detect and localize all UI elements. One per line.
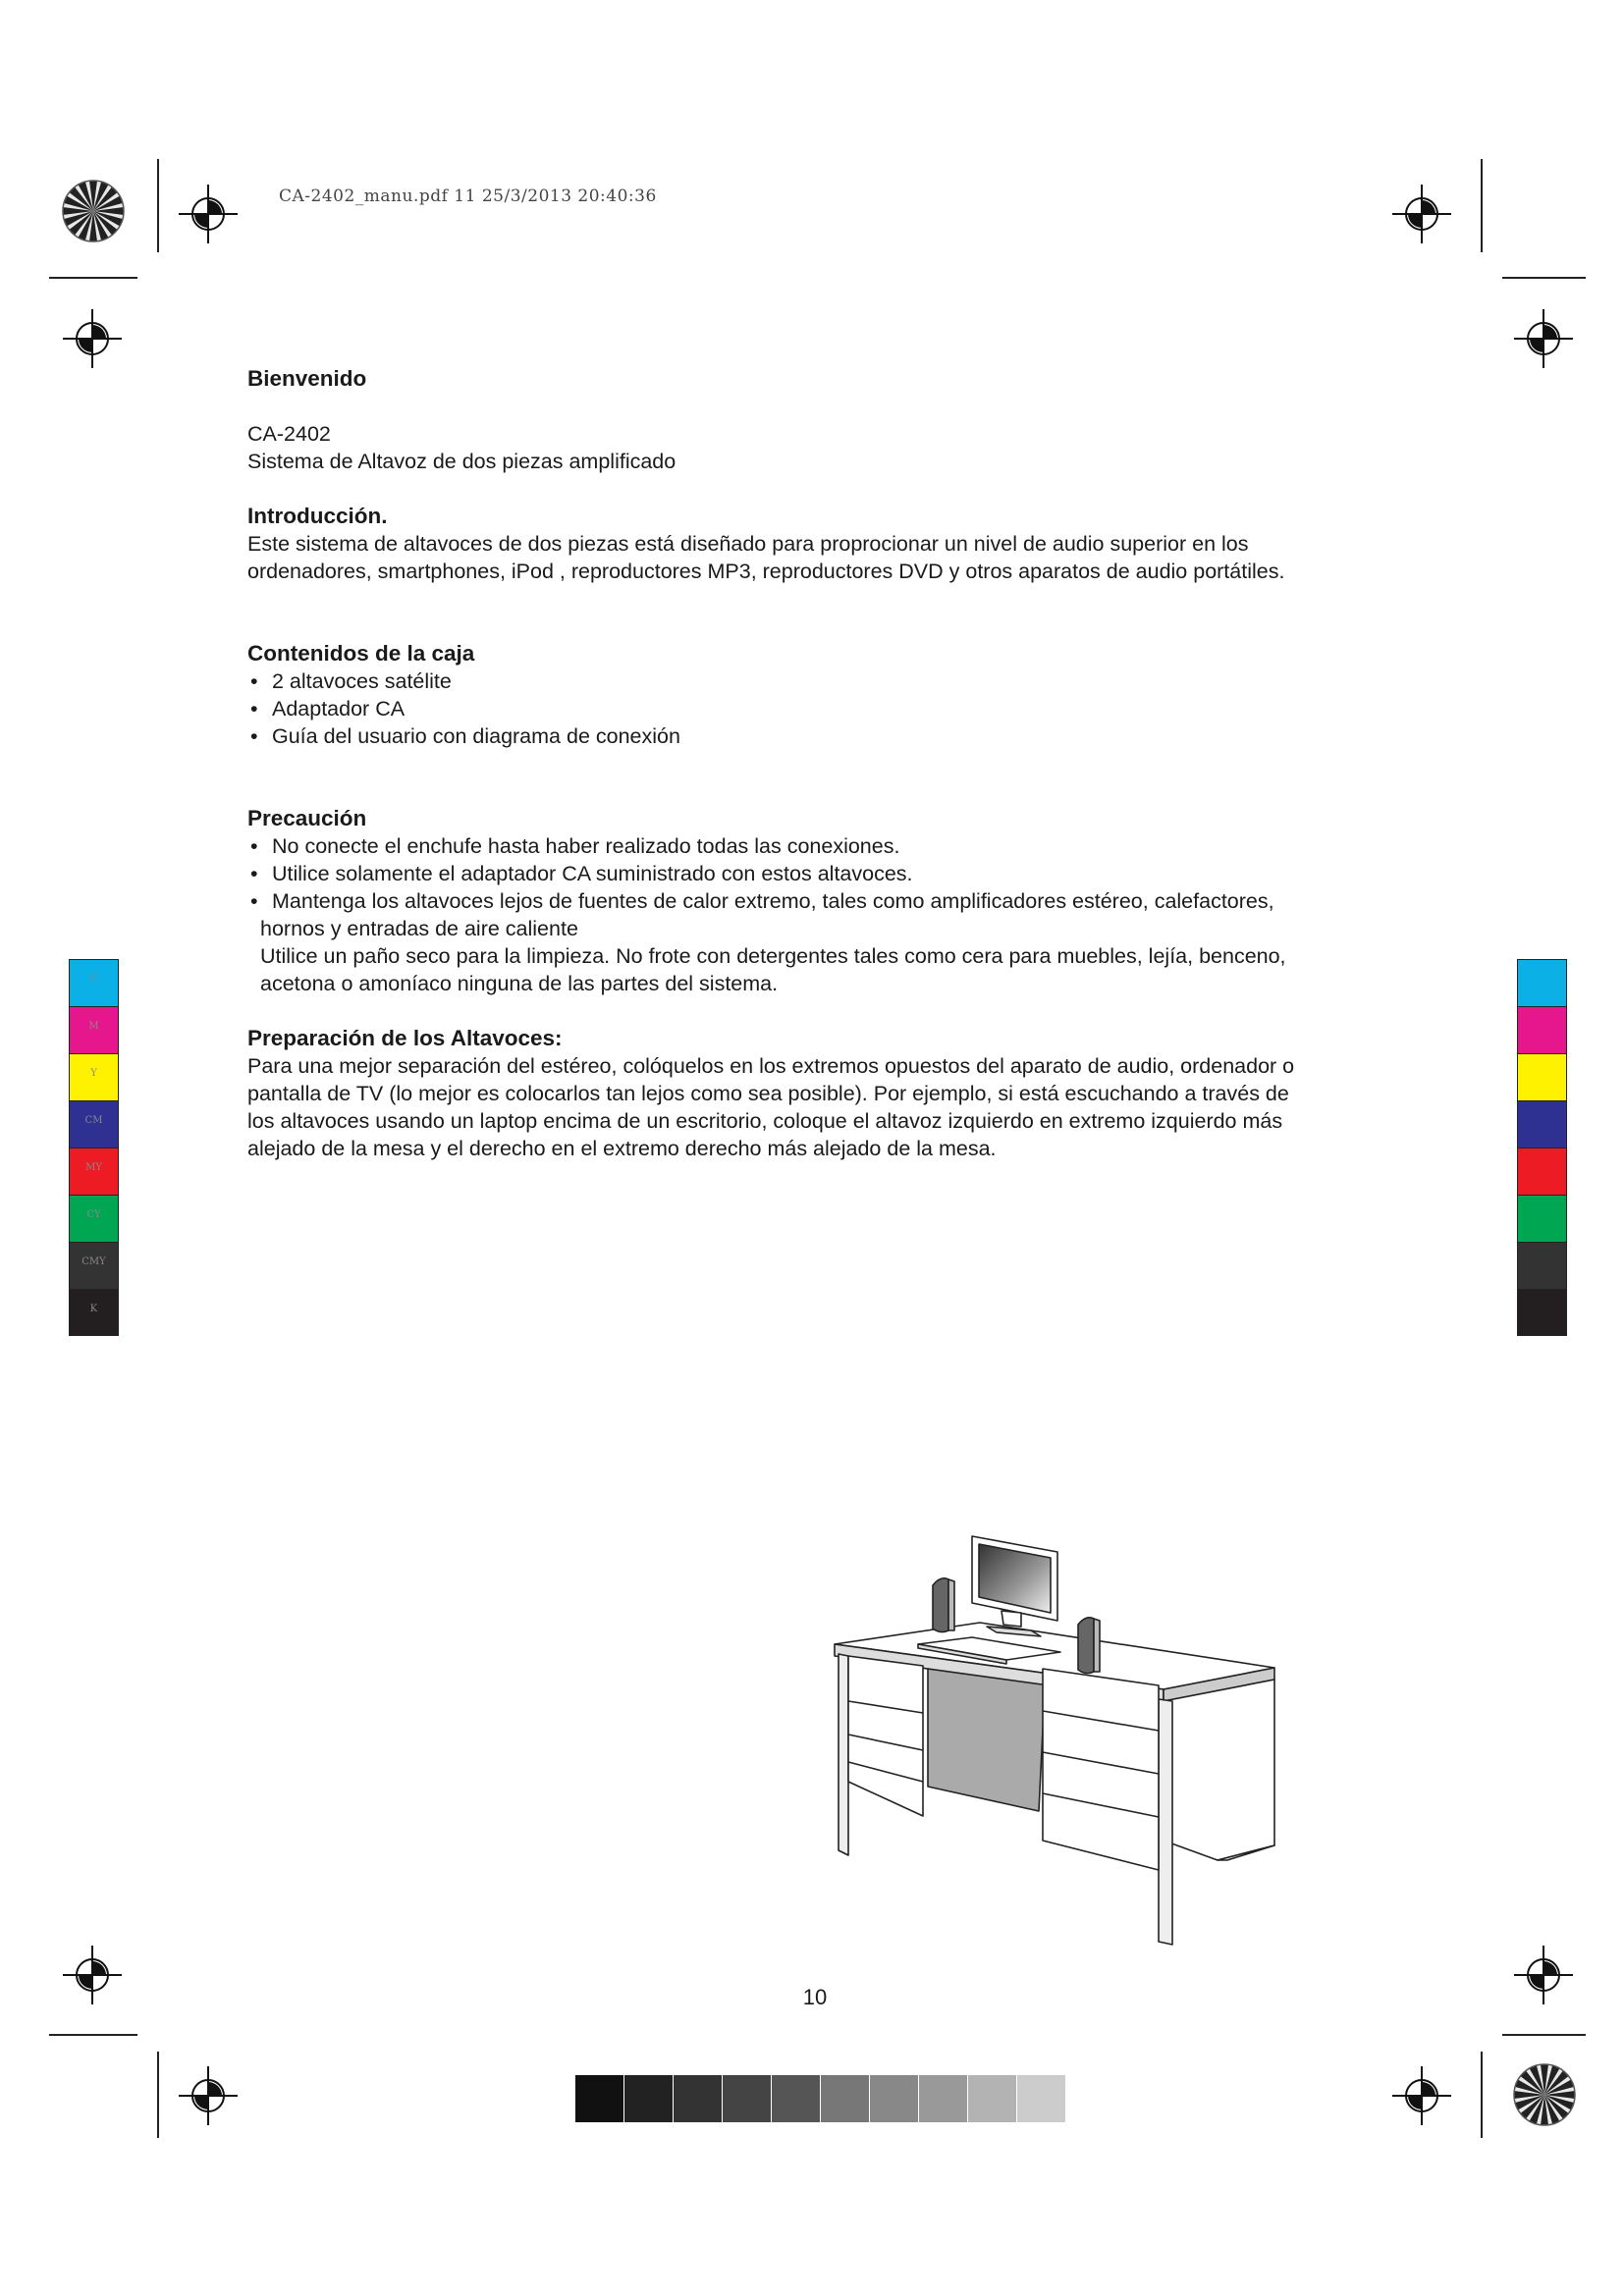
registration-mark-icon	[179, 185, 238, 243]
caution-text: Utilice un paño seco para la limpieza. No frote con detergentes tales como cera para muebles, lejía, benceno,	[260, 944, 1286, 968]
desk-illustration	[825, 1517, 1296, 1958]
list-item: • Adaptador CA	[247, 695, 1406, 722]
welcome-heading: Bienvenido	[247, 366, 367, 391]
setup-text: alejado de la mesa y el derecho en el extremo derecho más alejado de la mesa.	[247, 1137, 997, 1160]
caution-text: hornos y entradas de aire caliente	[260, 917, 578, 940]
color-swatch: M	[69, 1006, 119, 1053]
gray-scale-strip	[575, 2075, 1066, 2122]
registration-mark-icon	[63, 309, 122, 368]
crop-mark	[157, 159, 159, 252]
crop-mark	[1481, 2052, 1483, 2138]
color-bar-left	[69, 959, 119, 1336]
color-swatch: CMY	[69, 1242, 119, 1289]
gray-swatch	[821, 2075, 869, 2122]
star-target-icon	[61, 179, 126, 243]
list-item: • Mantenga los altavoces lejos de fuentes de calor extremo, tales como amplificadores estéreo, calefactores,	[247, 887, 1406, 915]
crop-mark	[157, 2052, 159, 2138]
gray-swatch	[870, 2075, 918, 2122]
registration-mark-icon	[1392, 185, 1451, 243]
color-swatch: CY	[69, 1195, 119, 1242]
star-target-icon	[1512, 2062, 1577, 2127]
color-swatch	[1517, 1006, 1567, 1053]
gray-swatch	[674, 2075, 722, 2122]
intro-text: Este sistema de altavoces de dos piezas está diseñado para proprocionar un nivel de audio superior en los	[247, 532, 1249, 556]
caution-text: acetona o amoníaco ninguna de las partes del sistema.	[260, 972, 779, 995]
list-item: • 2 altavoces satélite	[247, 667, 1406, 695]
registration-mark-icon	[1514, 1946, 1573, 2004]
gray-swatch	[1017, 2075, 1065, 2122]
gray-swatch	[772, 2075, 820, 2122]
list-item: • Utilice solamente el adaptador CA suministrado con estos altavoces.	[247, 860, 1406, 887]
color-swatch	[1517, 1289, 1567, 1336]
model-number: CA-2402	[247, 422, 331, 446]
intro-text: ordenadores, smartphones, iPod , reproductores MP3, reproductores DVD y otros aparatos de audio portátiles.	[247, 560, 1285, 583]
gray-swatch	[919, 2075, 967, 2122]
color-swatch	[1517, 1053, 1567, 1100]
list-item: • Guía del usuario con diagrama de conexión	[247, 722, 1406, 750]
gray-swatch	[575, 2075, 623, 2122]
contents-heading: Contenidos de la caja	[247, 641, 475, 666]
color-swatch	[1517, 1242, 1567, 1289]
color-swatch: Y	[69, 1053, 119, 1100]
intro-heading: Introducción.	[247, 504, 388, 528]
setup-text: Para una mejor separación del estéreo, colóquelos en los extremos opuestos del aparato de audio, ordenador o	[247, 1054, 1295, 1078]
file-slug: CA-2402_manu.pdf 11 25/3/2013 20:40:36	[279, 187, 657, 206]
color-swatch: C	[69, 959, 119, 1006]
color-swatch	[1517, 1100, 1567, 1148]
color-swatch: MY	[69, 1148, 119, 1195]
registration-mark-icon	[1392, 2066, 1451, 2125]
crop-mark	[1481, 159, 1483, 252]
color-swatch: K	[69, 1289, 119, 1336]
document-body	[247, 365, 1406, 1162]
registration-mark-icon	[179, 2066, 238, 2125]
crop-mark	[49, 2034, 137, 2036]
product-description: Sistema de Altavoz de dos piezas amplificado	[247, 450, 677, 473]
color-swatch	[1517, 1148, 1567, 1195]
page-number: 10	[802, 1985, 828, 2009]
gray-swatch	[723, 2075, 771, 2122]
list-item: • No conecte el enchufe hasta haber realizado todas las conexiones.	[247, 832, 1406, 860]
registration-mark-icon	[1514, 309, 1573, 368]
color-swatch: CM	[69, 1100, 119, 1148]
setup-text: pantalla de TV (lo mejor es colocarlos tan lejos como sea posible). Por ejemplo, si está escuchando a través de	[247, 1082, 1289, 1105]
crop-mark	[1502, 277, 1586, 279]
gray-swatch	[968, 2075, 1016, 2122]
crop-mark	[49, 277, 137, 279]
crop-mark	[1502, 2034, 1586, 2036]
registration-mark-icon	[63, 1946, 122, 2004]
caution-heading: Precaución	[247, 806, 367, 830]
setup-text: los altavoces usando un laptop encima de un escritorio, coloque el altavoz izquierdo en extremo izquierdo más	[247, 1109, 1283, 1133]
color-swatch	[1517, 1195, 1567, 1242]
gray-swatch	[624, 2075, 673, 2122]
color-swatch	[1517, 959, 1567, 1006]
color-bar-right	[1517, 959, 1567, 1336]
caution-list	[247, 832, 1406, 915]
setup-heading: Preparación de los Altavoces:	[247, 1026, 563, 1050]
contents-list	[247, 667, 1406, 750]
